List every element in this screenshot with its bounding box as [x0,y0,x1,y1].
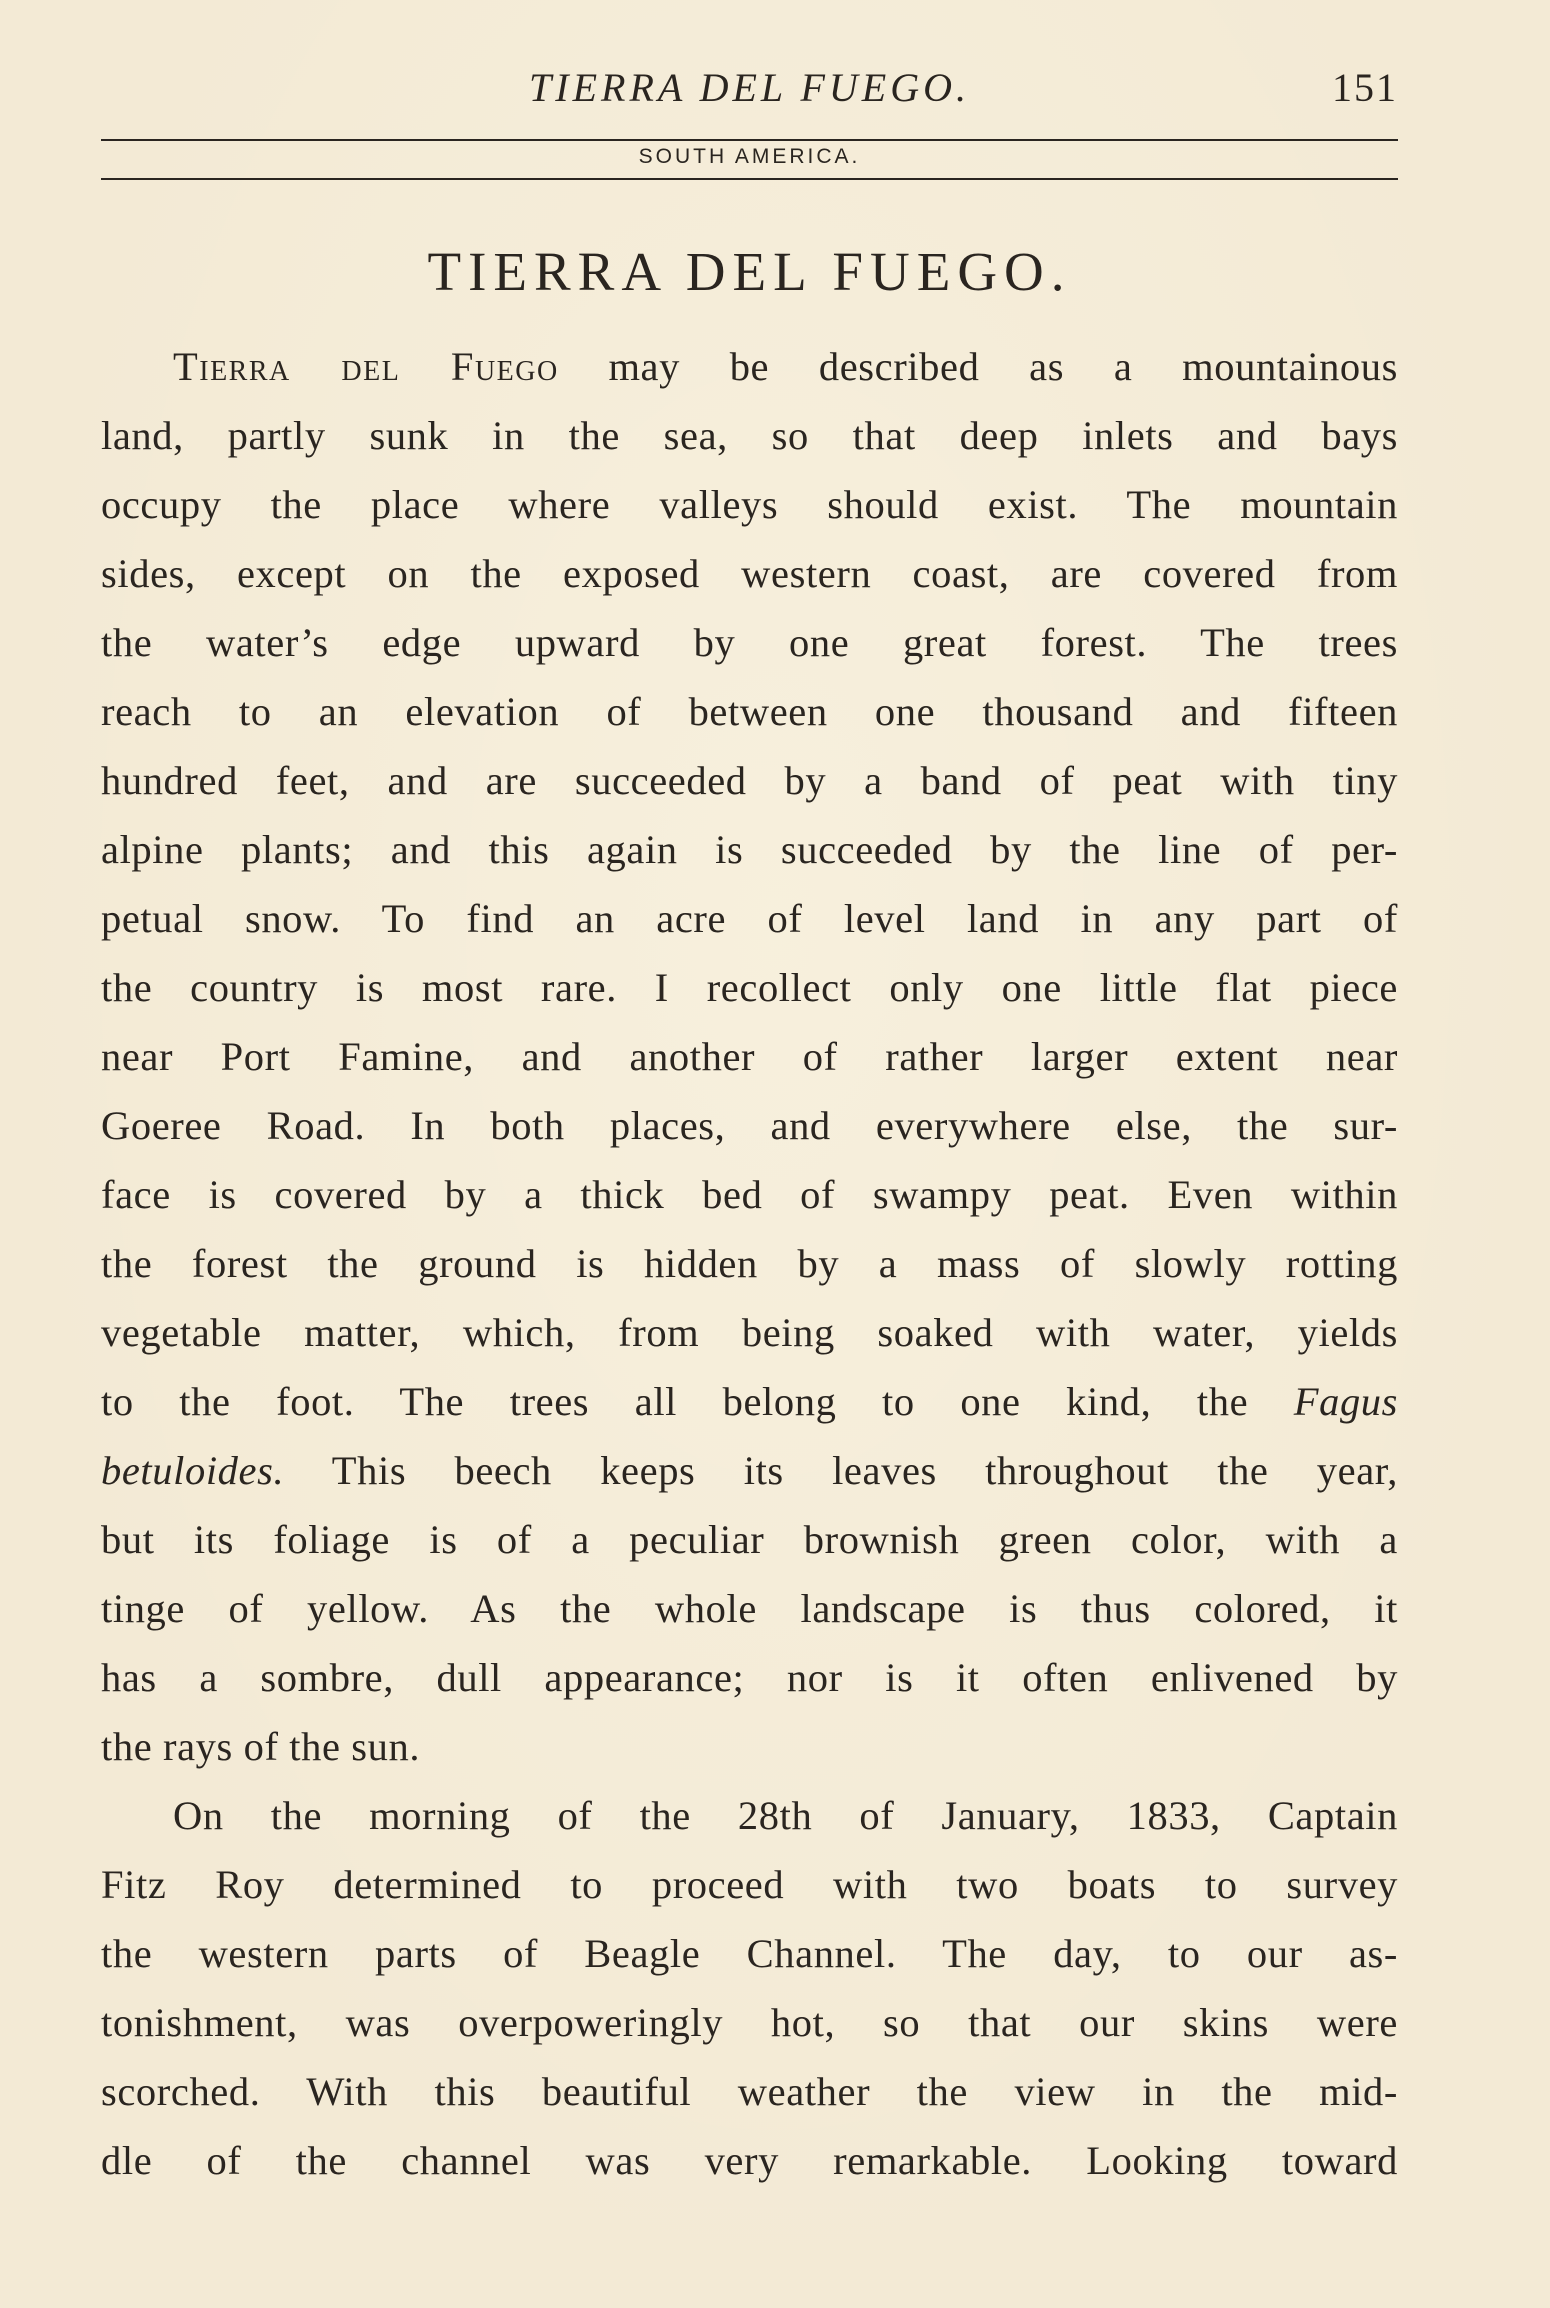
text-line: land, partly sunk in the sea, so that deep inlets and bays [101,413,1398,458]
running-head [101,62,1398,122]
text-line: vegetable matter, which, from being soaked with water, yields [101,1310,1398,1355]
text-line: hundred feet, and are succeeded by a band of peat with tiny [101,758,1398,803]
text-line: Goeree Road. In both places, and everywhere else, the sur- [101,1103,1398,1148]
header-rule-bottom [101,178,1398,180]
text-line: tinge of yellow. As the whole landscape is thus colored, it [101,1586,1398,1631]
species-name-italic: Fagus [1293,1379,1398,1424]
text-line: alpine plants; and this again is succeeded by the line of per- [101,827,1398,872]
chapter-title: TIERRA DEL FUEGO. [427,241,1072,302]
text-line: reach to an elevation of between one thousand and fifteen [101,689,1398,734]
text-line: the water’s edge upward by one great forest. The trees [101,620,1398,665]
running-title: TIERRA DEL FUEGO. [529,65,970,110]
text-line: face is covered by a thick bed of swampy peat. Even within [101,1172,1398,1217]
text-line: dle of the channel was very remarkable. Looking toward [101,2138,1398,2183]
text-line: the country is most rare. I recollect only one little flat piece [101,965,1398,1010]
lead-smallcaps: Tierra del Fuego [173,344,559,389]
text-line: Fitz Roy determined to proceed with two boats to survey [101,1862,1398,1907]
header-rule-top [101,139,1398,141]
text-line: has a sombre, dull appearance; nor is it often enlivened by [101,1655,1398,1700]
page-number: 151 [1332,65,1398,110]
text-line: Tierra del Fuego may be described as a mountainous [173,344,1398,389]
text-line: betuloides. This beech keeps its leaves throughout the year, [101,1448,1398,1493]
body-text [101,332,1398,2195]
text-line: near Port Famine, and another of rather larger extent near [101,1034,1398,1079]
text-line: but its foliage is of a peculiar brownish green color, with a [101,1517,1398,1562]
paragraph-2 [101,1781,1398,2195]
text-line: occupy the place where valleys should exist. The mountain [101,482,1398,527]
text-line: to the foot. The trees all belong to one kind, the Fagus [101,1379,1398,1424]
species-name-italic: betuloides. [101,1448,285,1493]
text-line: petual snow. To find an acre of level land in any part of [101,896,1398,941]
paragraph-1 [101,332,1398,1781]
text-line: tonishment, was overpoweringly hot, so that our skins were [101,2000,1398,2045]
section-subhead: SOUTH AMERICA. [638,145,861,168]
text-line: sides, except on the exposed western coast, are covered from [101,551,1398,596]
text-line: scorched. With this beautiful weather the view in the mid- [101,2069,1398,2114]
text-line: On the morning of the 28th of January, 1833, Captain [173,1793,1398,1838]
text-line: the forest the ground is hidden by a mass of slowly rotting [101,1241,1398,1286]
text-line: the rays of the sun. [101,1724,421,1769]
text-line: the western parts of Beagle Channel. The day, to our as- [101,1931,1398,1976]
